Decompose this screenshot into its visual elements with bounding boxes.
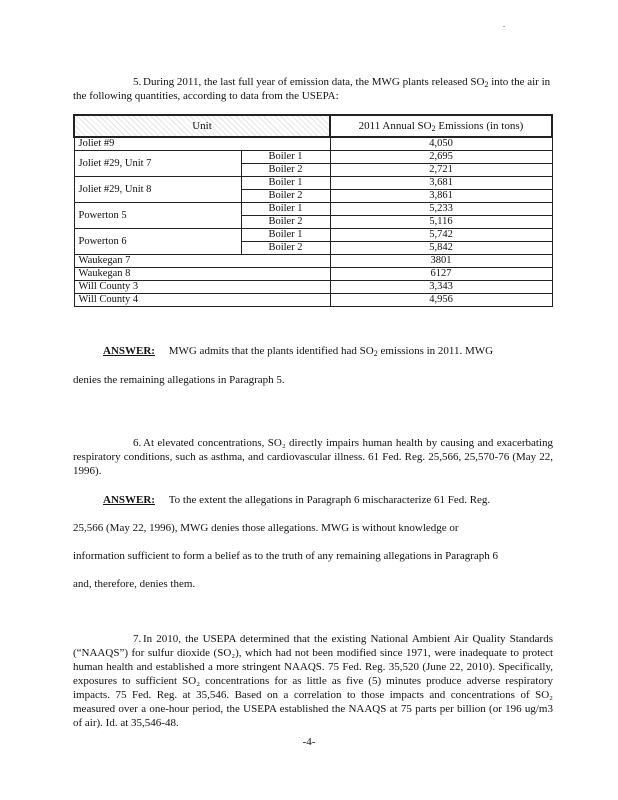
header-emissions: 2011 Annual $SO_2$ Emissions (in tons)	[330, 115, 552, 137]
table-row	[74, 281, 552, 294]
value-cell: 4,050	[330, 137, 552, 151]
paragraph-number: 6.	[133, 437, 142, 449]
boiler-cell: Boiler 2	[241, 242, 330, 255]
value-cell: 3,861	[330, 190, 552, 203]
unit-cell: Powerton 6	[74, 229, 241, 255]
unit-cell: Joliet #29, Unit 8	[74, 177, 241, 203]
boiler-cell: Boiler 1	[241, 151, 330, 164]
boiler-cell: Boiler 2	[241, 164, 330, 177]
scan-mark: .	[503, 20, 505, 29]
value-cell: 2,695	[330, 151, 552, 164]
value-cell: 5,842	[330, 242, 552, 255]
answer-5-line-1: ANSWER: MWG admits that the plants identified had $SO_2$ emissions in 2011. MWG	[103, 345, 494, 358]
answer-6-line-2: 25,566 (May 22, 1996), MWG denies those allegations. MWG is without knowledge or	[73, 522, 459, 534]
paragraph-number: 5.	[133, 76, 142, 88]
table-row	[74, 137, 552, 151]
header-unit: Unit	[74, 115, 330, 137]
table-row	[74, 177, 552, 190]
table-header-row	[74, 115, 552, 137]
value-cell: 3801	[330, 255, 552, 268]
answer-6-line-1: ANSWER: To the extent the allegations in Paragraph 6 mischaracterize 61 Fed. Reg.	[103, 494, 491, 506]
table-row	[74, 203, 552, 216]
value-cell: 3,681	[330, 177, 552, 190]
unit-cell: Joliet #9	[74, 137, 330, 151]
boiler-cell: Boiler 1	[241, 229, 330, 242]
boiler-cell: Boiler 1	[241, 177, 330, 190]
table-row	[74, 229, 552, 242]
value-cell: 2,721	[330, 164, 552, 177]
answer-6-line-4: and, therefore, denies them.	[73, 578, 196, 590]
boiler-cell: Boiler 1	[241, 203, 330, 216]
unit-cell: Waukegan 8	[74, 268, 330, 281]
value-cell: 6127	[330, 268, 552, 281]
boiler-cell: Boiler 2	[241, 216, 330, 229]
value-cell: 4,956	[330, 294, 552, 307]
unit-cell: Joliet #29, Unit 7	[74, 151, 241, 177]
unit-cell: Waukegan 7	[74, 255, 330, 268]
value-cell: 3,343	[330, 281, 552, 294]
answer-6-line-3: information sufficient to form a belief as to the truth of any remaining allegations in Paragraph 6	[73, 550, 499, 562]
table-row	[74, 151, 552, 164]
answer-label: ANSWER:	[103, 345, 155, 357]
value-cell: 5,742	[330, 229, 552, 242]
value-cell: 5,116	[330, 216, 552, 229]
table-row	[74, 255, 552, 268]
page-number: -4-	[302, 736, 316, 748]
table-row	[74, 268, 552, 281]
paragraph-5: 5. During 2011, the last full year of emission data, the MWG plants released $SO_2$ into the air in the following quantities, according to data from the USEPA:	[73, 76, 551, 102]
unit-cell: Powerton 5	[74, 203, 241, 229]
boiler-cell: Boiler 2	[241, 190, 330, 203]
table-row	[74, 294, 552, 307]
answer-label: ANSWER:	[103, 494, 155, 506]
value-cell: 5,233	[330, 203, 552, 216]
unit-cell: Will County 4	[74, 294, 330, 307]
paragraph-7: 7. In 2010, the USEPA determined that the existing National Ambient Air Quality Standards (“NAAQS”) for sulfur dioxide (SO₂), which had not been modified since 1971, were inadequate to protect human health and established a more stringent NAAQS. 75 Fed. Reg. 35,520 (June 22, 2010). Specifically, exposures to sufficient SO₂ concentrations for as little as five (5) minutes produce adverse respiratory impacts. 75 Fed. Reg. at 35,546. Based on a correlation to those impacts and concentrations of SO₂ measured over a one-hour period, the USEPA established the NAAQS at 75 parts per billion (or 196 ug/m3 of air). Id. at 35,546-48.	[73, 633, 553, 729]
paragraph-number: 7.	[133, 633, 142, 645]
answer-5-line-2: denies the remaining allegations in Paragraph 5.	[73, 374, 285, 386]
paragraph-6: 6. At elevated concentrations, SO₂ directly impairs human health by causing and exacerbating respiratory conditions, such as asthma, and cardiovascular illness. 61 Fed. Reg. 25,566, 25,570-76 (May 22, 1996).	[73, 437, 553, 477]
unit-cell: Will County 3	[74, 281, 330, 294]
emissions-table	[73, 114, 553, 307]
